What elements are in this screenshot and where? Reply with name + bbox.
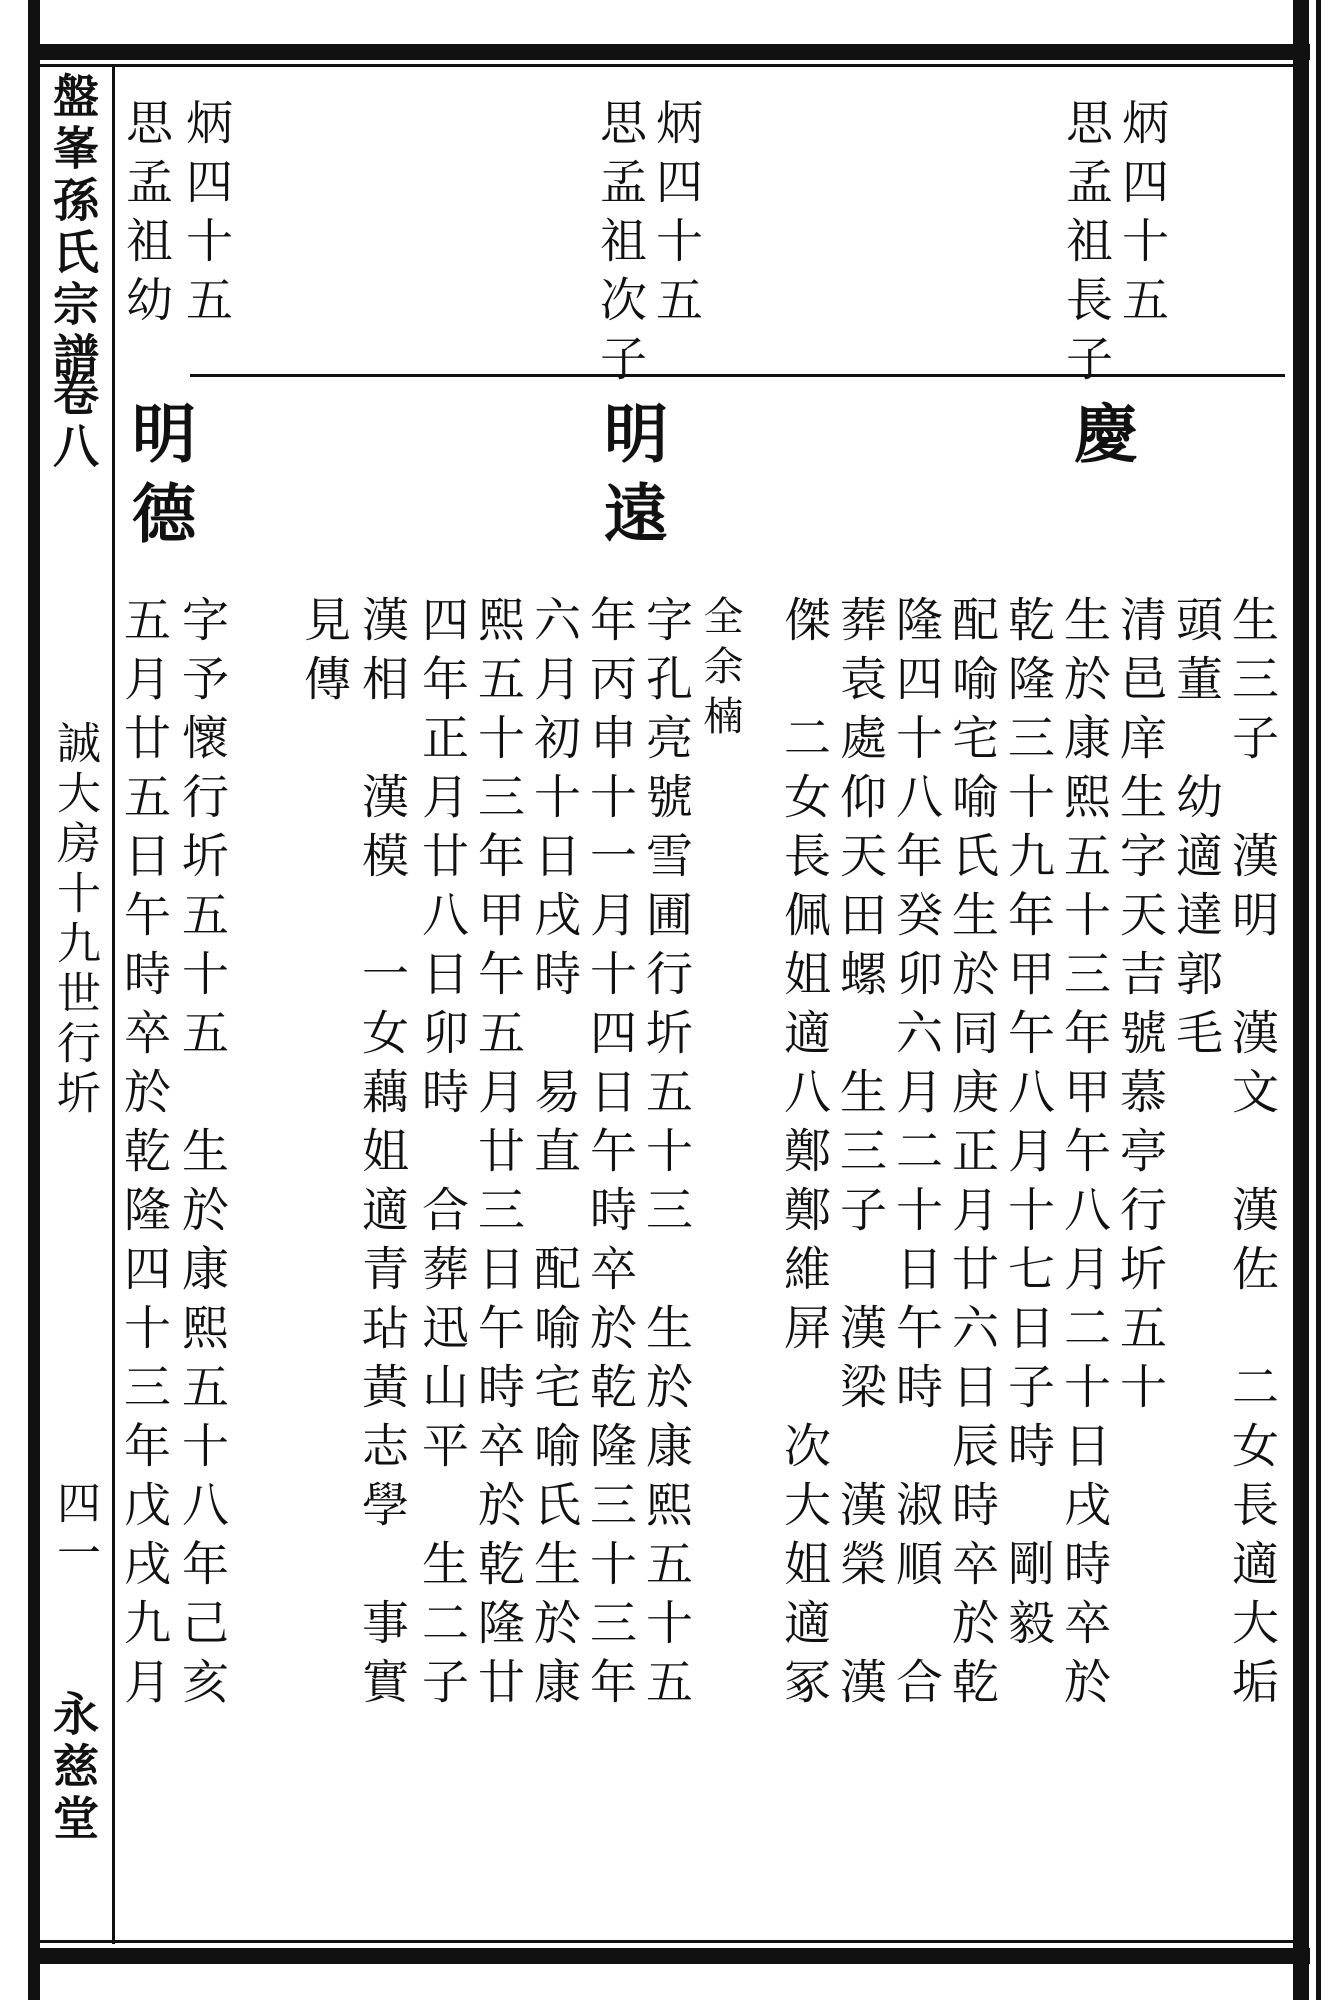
hall-name: 永慈堂 — [46, 1690, 100, 1846]
upper-col-1b: 思孟祖長子 — [1058, 98, 1113, 393]
entry-qing-line-1: 生三子 漢明 漢文 漢佐 二女長適大垢 — [1224, 595, 1279, 1716]
entry-qing-line-8: 葬袁處仰天田螺 生三子 漢梁 漢榮 漢 — [832, 595, 887, 1716]
entry-mingyuan-line-5: 四年正月廿八日卯時 合葬迅山平 生二子 — [414, 595, 469, 1716]
upper-col-1a: 炳四十五 — [1114, 98, 1169, 334]
spine-divider — [112, 64, 115, 1944]
right-edge-thin-line — [1316, 0, 1321, 2000]
bottom-border — [28, 1948, 1310, 1964]
book-title: 盤峯孫氏宗譜 — [46, 72, 100, 384]
left-edge-line — [28, 0, 40, 2000]
entry-qing-line-4: 生於康熙五十三年甲午八月二十日戌時卒於 — [1056, 595, 1111, 1716]
page-number: 四一 — [49, 1480, 100, 1580]
entry-mingyuan-line-2: 年丙申十一月十四日午時卒於乾隆三十三年 — [582, 595, 637, 1716]
entry-mingyuan-line-6: 漢相 漢模 一女藕姐適青玷黃志學 事實 — [354, 595, 409, 1716]
entry-mingyuan-note: 全余楠 — [697, 595, 743, 745]
upper-col-2b: 思孟祖次子 — [592, 98, 647, 393]
upper-col-3b: 思孟祖幼 — [118, 98, 173, 334]
entry-mingyuan-line-1: 字孔亮號雪圃行圻五十三 生於康熙五十五 — [638, 595, 693, 1716]
branch-label: 誠大房十九世行圻 — [49, 720, 100, 1120]
entry-mingde-line-2: 五月廿五日午時卒於乾隆四十三年戊戌九月 — [116, 595, 171, 1716]
volume-label: 卷八 — [46, 370, 100, 474]
entry-name-qing: 慶 — [1063, 400, 1138, 480]
entry-qing-line-2: 頭董 幼適達郭毛 — [1168, 595, 1223, 1067]
entry-mingyuan-line-3: 六月初十日戌時 易直 配喻宅喻氏生於康 — [526, 595, 581, 1716]
entry-qing-line-3: 清邑庠生字天吉號慕亭行圻五十 — [1112, 595, 1167, 1421]
right-edge-line — [1293, 0, 1309, 2000]
entry-name-mingde: 明德 — [121, 400, 196, 560]
entry-qing-line-5: 乾隆三十九年甲午八月十七日子時 剛毅 — [1000, 595, 1055, 1657]
upper-col-2a: 炳四十五 — [648, 98, 703, 334]
upper-col-3a: 炳四十五 — [178, 98, 233, 334]
top-border-inner — [40, 64, 1305, 67]
entry-name-mingyuan: 明遠 — [593, 400, 668, 560]
bottom-border-inner — [40, 1940, 1305, 1943]
entry-qing-line-7: 隆四十八年癸卯六月二十日午時 淑順 合 — [888, 595, 943, 1716]
entry-qing-line-9: 傑 二女長佩姐適八鄭鄭維屏 次大姐適冢 — [776, 595, 831, 1716]
entry-mingde-line-1: 字予懷行圻五十五 生於康熙五十八年己亥 — [174, 595, 229, 1716]
register-divider — [190, 374, 1285, 377]
entry-mingyuan-line-4: 熙五十三年甲午五月廿三日午時卒於乾隆廿 — [470, 595, 525, 1716]
entry-mingyuan-line-7: 見傳 — [296, 595, 351, 713]
top-border — [28, 44, 1310, 60]
entry-qing-line-6: 配喻宅喻氏生於同庚正月廿六日辰時卒於乾 — [944, 595, 999, 1716]
